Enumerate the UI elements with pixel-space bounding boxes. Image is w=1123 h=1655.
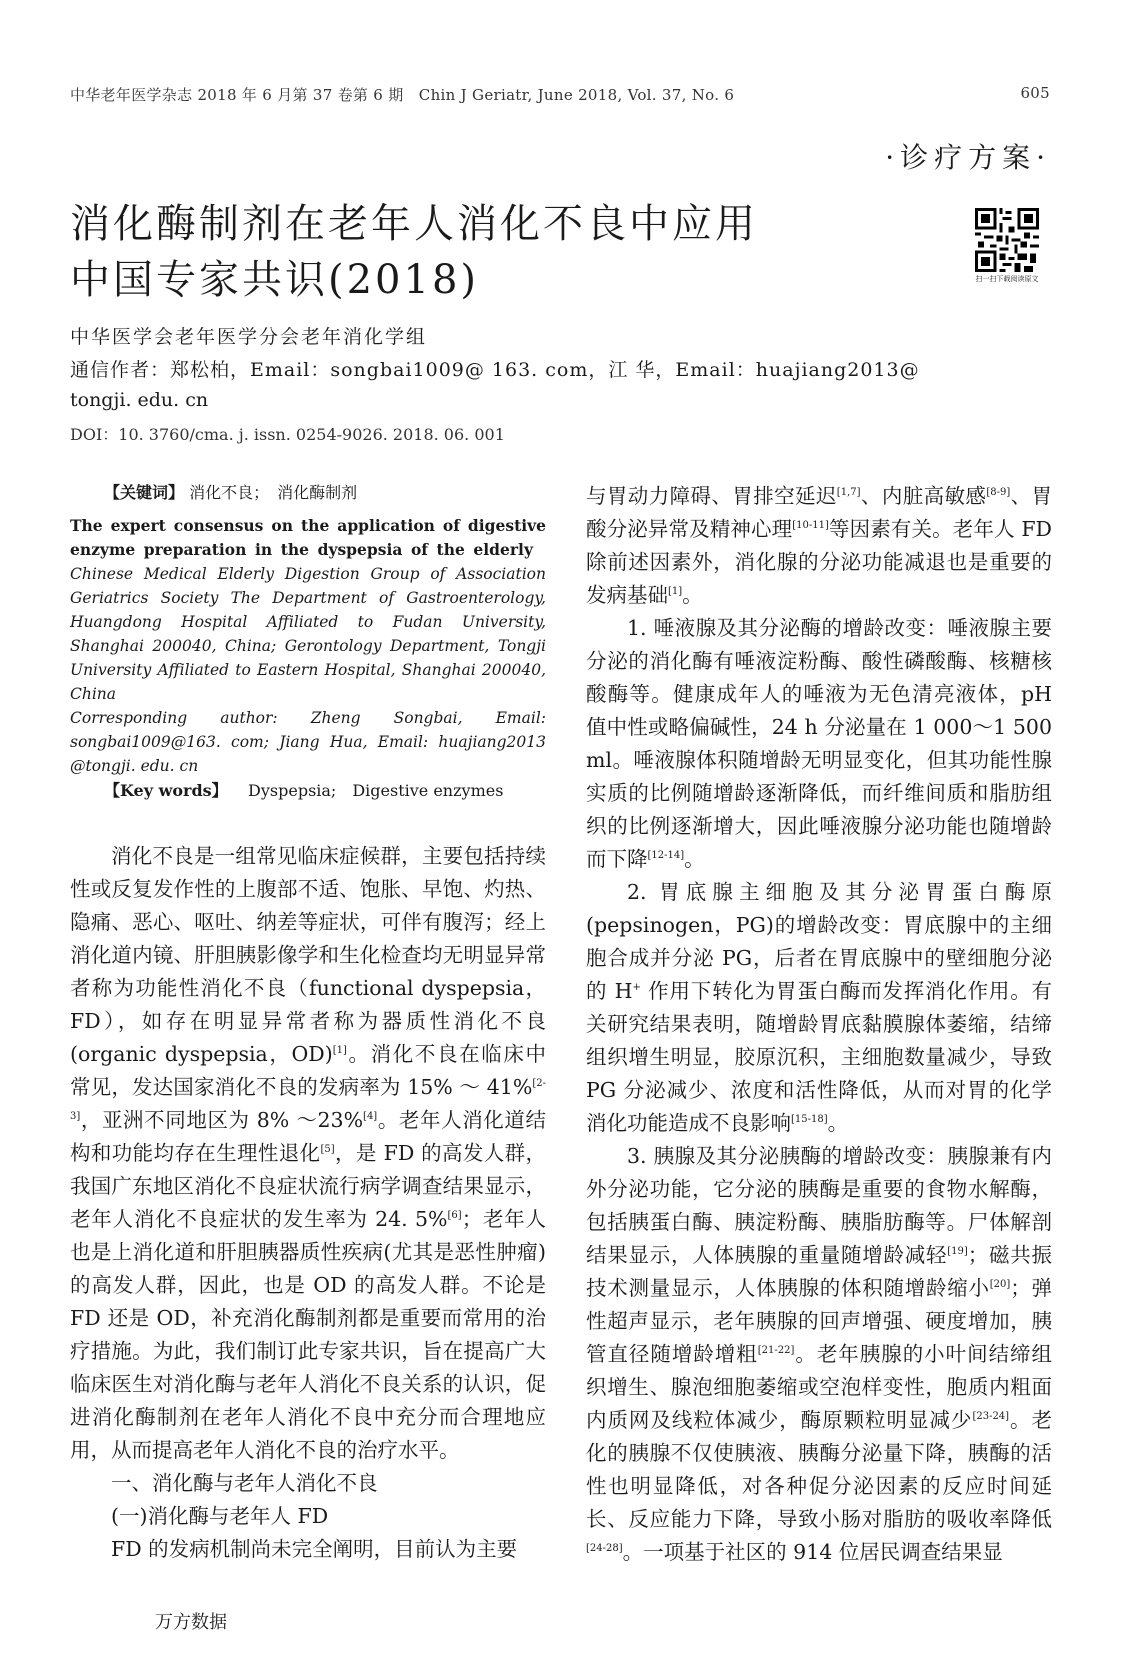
paragraph: 2. 胃底腺主细胞及其分泌胃蛋白酶原(pepsinogen，PG)的增龄改变：胃底腺中的主细胞合成并分泌 PG，后者在胃底腺中的壁细胞分泌的 H+ 作用下转化为胃蛋白酶而发挥消化作用。有关研究结果表明，随增龄胃底黏膜腺体萎缩，结缔组织增生明显，胶原沉积，主细胞数量减少，导致 PG 分泌减少、浓度和活性降低，从而对胃的化学消化功能造成不良影响[15-18]。 <box>586 880 1052 1135</box>
correspondence-line-2: tongji. edu. cn <box>70 389 209 411</box>
english-corresponding: Corresponding author: Zheng Songbai, Email: songbai1009@163. com; Jiang Hua, Email: huajiang2013 @tongji. edu. cn <box>70 709 546 775</box>
column-label: ·诊疗方案· <box>885 141 1051 174</box>
paragraph: 3. 胰腺及其分泌胰酶的增龄改变：胰腺兼有内外分泌功能，它分泌的胰酶是重要的食物水解酶，包括胰蛋白酶、胰淀粉酶、胰脂肪酶等。尸体解剖结果显示，人体胰腺的重量随增龄减轻[19]；磁共振技术测量显示，人体胰腺的体积随增龄缩小[20]；弹性超声显示，老年胰腺的回声增强、硬度增加，胰管直径随增龄增粗[21-22]。老年胰腺的小叶间结缔组织增生、腺泡细胞萎缩或空泡样变性，胞质内粗面内质网及线粒体减少，酶原颗粒明显减少[23-24]。老化的胰腺不仅使胰液、胰酶分泌量下降，胰酶的活性也明显降低，对各种促分泌因素的反应时间延长、反应能力下降，导致小肠对脂肪的吸收率降低[24-28]。一项基于社区的 914 位居民调查结果显 <box>586 1144 1053 1564</box>
author-organization: 中华医学会老年医学分会老年消化学组 <box>70 326 428 348</box>
ref: [5] <box>320 1144 335 1156</box>
ref: [1] <box>332 1045 347 1057</box>
keywords-en-label: 【Key words】 <box>104 781 228 800</box>
ref: [2-3] <box>70 1078 546 1123</box>
paragraph: 1. 唾液腺及其分泌酶的增龄改变：唾液腺主要分泌的消化酶有唾液淀粉酶、酸性磷酸酶、核糖核酸酶等。健康成年人的唾液为无色清亮液体，pH 值中性或略偏碱性，24 h 分泌量在 1 000～1 500 ml。唾液腺体积随增龄无明显变化，但其功能性腺实质的比例随增龄逐渐降低，而纤维间质和脂肪组织的比例逐渐增大，因此唾液腺分泌功能也随增龄而下降[12-14]。 <box>586 616 1052 871</box>
keywords-cn <box>70 480 546 506</box>
left-body <box>70 840 546 1566</box>
ref: [15-18] <box>791 1114 828 1126</box>
subsection-heading: (一)消化酶与老年人 FD <box>111 1504 329 1528</box>
english-abstract <box>70 514 546 778</box>
title-line-1: 消化酶制剂在老年人消化不良中应用 <box>70 201 758 247</box>
left-column <box>70 480 546 1566</box>
article-title <box>70 196 758 308</box>
keywords-label: 【关键词】 <box>104 483 185 502</box>
ref: [8-9] <box>986 487 1011 499</box>
correspondence-line-1: 通信作者：郑松柏，Email：songbai1009@ 163. com，江 华，Email：huajiang2013@ <box>70 359 920 381</box>
ref: [1,7] <box>836 487 861 499</box>
ref: [10-11] <box>792 520 829 532</box>
keywords-en-values: Dyspepsia; Digestive enzymes <box>248 781 504 800</box>
ref: [4] <box>363 1111 378 1123</box>
english-authors: Chinese Medical Elderly Digestion Group of Association Geriatrics Society The Department of Gastroenterology, Huangdong Hospital Affiliated to Fudan University, Shanghai 200040, China; Gerontology Department, Tongji University Affiliated to Eastern Hospital, Shanghai 200040, China <box>70 565 546 703</box>
paragraph: 与胃动力障碍、胃排空延迟[1,7]、内脏高敏感[8-9]、胃酸分泌异常及精神心理[10-11]等因素有关。老年人 FD 除前述因素外，消化腺的分泌功能减退也是重要的发病基础[1]。 <box>586 484 1053 607</box>
footer-watermark: 万方数据 <box>155 1612 227 1633</box>
journal-citation: 中华老年医学杂志 2018 年 6 月第 37 卷第 6 期 Chin J Geriatr, June 2018, Vol. 37, No. 6 <box>70 86 735 104</box>
page-number: 605 <box>1020 84 1050 102</box>
ref: [21-22] <box>757 1345 795 1357</box>
running-header <box>70 84 1050 105</box>
keywords-values: 消化不良； 消化酶制剂 <box>189 483 358 502</box>
ref: [6] <box>447 1210 462 1222</box>
paragraph: FD 的发病机制尚未完全阐明，目前认为主要 <box>111 1537 518 1561</box>
qr-code-icon[interactable] <box>975 208 1039 272</box>
ref: [23-24] <box>972 1411 1010 1423</box>
ref: [20] <box>989 1279 1011 1291</box>
ref: [1] <box>668 586 683 598</box>
paragraph: 消化不良是一组常见临床症候群，主要包括持续性或反复发作性的上腹部不适、饱胀、早饱、灼热、隐痛、恶心、呕吐、纳差等症状，可伴有腹泻；经上消化道内镜、肝胆胰影像学和生化检查均无明显异常者称为功能性消化不良（functional dyspepsia，FD），如存在明显异常者称为器质性消化不良(organic dyspepsia，OD)[1]。消化不良在临床中常见，发达国家消化不良的发病率为 15% ～ 41%[2-3]，亚洲不同地区为 8% ～23%[4]。老年人消化道结构和功能均存在生理性退化[5]，是 FD 的高发人群，我国广东地区消化不良症状流行病学调查结果显示，老年人消化不良症状的发生率为 24. 5%[6]；老年人也是上消化道和肝胆胰器质性疾病(尤其是恶性肿瘤)的高发人群，因此，也是 OD 的高发人群。不论是 FD 还是 OD，补充消化酶制剂都是重要而常用的治疗措施。为此，我们制订此专家共识，旨在提高广大临床医生对消化酶与老年人消化不良关系的认识，促进消化酶制剂在老年人消化不良中充分而合理地应用，从而提高老年人消化不良的治疗水平。 <box>70 844 547 1462</box>
ref: [12-14] <box>647 850 685 862</box>
keywords-en <box>70 778 546 804</box>
title-line-2: 中国专家共识(2018) <box>70 257 480 303</box>
doi: DOI：10. 3760/cma. j. issn. 0254-9026. 2018. 06. 001 <box>70 425 505 444</box>
ref: [24-28] <box>586 1543 623 1555</box>
qr-caption: 扫一扫下载阅读原文 <box>975 275 1039 283</box>
section-heading: 一、消化酶与老年人消化不良 <box>111 1471 378 1495</box>
right-column <box>586 480 1052 1569</box>
superscript: + <box>632 982 641 994</box>
ref: [19] <box>947 1246 968 1258</box>
english-title: The expert consensus on the application of digestive enzyme preparation in the dyspepsia of the elderly <box>70 516 546 559</box>
